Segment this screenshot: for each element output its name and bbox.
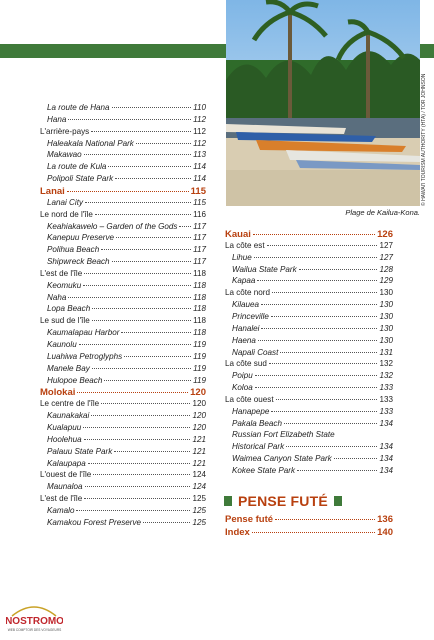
toc-entry-page: 130 (379, 311, 393, 321)
toc-entry (232, 253, 393, 265)
toc-entry-label: Hanalei (232, 323, 260, 333)
toc-entry-label: Kokee State Park (232, 466, 295, 475)
dot-leader (258, 340, 378, 341)
toc-entry-label: La route de Hana (47, 103, 110, 112)
toc-entry-label: Le sud de l'île (40, 316, 90, 326)
dot-leader (261, 304, 377, 305)
toc-entry-label: Kapaa (232, 276, 256, 286)
dot-leader (115, 178, 191, 179)
dot-leader (76, 510, 190, 511)
dot-leader (88, 463, 191, 464)
toc-entry-page: 130 (379, 300, 393, 310)
toc-entry-label: L'est de l'île (40, 494, 83, 504)
toc-entry (47, 459, 206, 471)
dot-leader (280, 352, 377, 353)
toc-entry-label: Haena (232, 335, 256, 345)
dot-leader (79, 344, 191, 345)
toc-entry-page: 134 (379, 418, 393, 428)
dot-leader (68, 297, 191, 298)
toc-entry-page: 121 (192, 458, 206, 468)
dot-leader (84, 498, 190, 499)
toc-entry (232, 466, 393, 478)
toc-entry (47, 423, 206, 435)
dot-leader (267, 245, 378, 246)
toc-entry-label: Hulopoe Beach (47, 375, 103, 385)
toc-entry-label: Keahiakawelo – Garden of the Gods (47, 221, 178, 231)
toc-entry (47, 198, 206, 210)
toc-entry (40, 127, 206, 139)
toc-entry (47, 245, 206, 257)
dot-leader (112, 261, 192, 262)
toc-entry-label: Lopa Beach (47, 304, 91, 314)
dot-leader (124, 356, 191, 357)
toc-entry (47, 103, 206, 115)
toc-entry-page: 121 (192, 434, 206, 444)
dot-leader (261, 328, 377, 329)
dot-leader (284, 423, 378, 424)
dot-leader (252, 532, 375, 533)
dot-leader (101, 403, 190, 404)
toc-entry-page: 117 (193, 245, 206, 255)
toc-entry-label: Polipoli State Park (47, 174, 114, 184)
toc-entry (40, 269, 206, 281)
dot-leader (272, 292, 377, 293)
toc-entry (47, 411, 206, 423)
toc-entry (47, 518, 206, 530)
toc-entry-page: 132 (379, 359, 393, 369)
toc-entry-label: Kanepuu Preserve (47, 233, 115, 243)
toc-entry-page: 117 (193, 233, 206, 243)
dot-leader (275, 519, 375, 520)
toc-entry (47, 233, 206, 245)
toc-entry-page: 120 (192, 411, 206, 421)
toc-entry-page: 134 (379, 466, 393, 475)
dot-leader (121, 332, 191, 333)
toc-entry-label: La côte ouest (225, 394, 274, 404)
dot-leader (334, 458, 378, 459)
toc-entry (47, 364, 206, 376)
toc-entry-label: Le nord de l'île (40, 209, 93, 219)
toc-entry-page: 114 (193, 162, 206, 172)
toc-entry (47, 304, 206, 316)
toc-entry-page: 125 (192, 505, 206, 515)
dot-leader (136, 143, 191, 144)
beach-photo (226, 0, 420, 206)
toc-entry-label: Pakala Beach (232, 418, 282, 428)
toc-entry-label: La côte nord (225, 288, 270, 298)
toc-entry-label: Kaunolu (47, 340, 77, 349)
toc-entry (232, 276, 393, 288)
toc-entry-label: Hanapepe (232, 406, 270, 416)
toc-entry-page: 112 (193, 138, 206, 148)
header-band (0, 0, 226, 44)
toc-entry (225, 395, 393, 407)
toc-entry (47, 340, 206, 352)
toc-entry-page: 118 (193, 304, 206, 314)
dot-leader (91, 131, 191, 132)
toc-entry (47, 482, 206, 494)
dot-leader (257, 280, 377, 281)
toc-entry-label: La route de Kula (47, 162, 107, 172)
toc-entry-label: Napali Coast (232, 347, 279, 357)
dot-leader (84, 273, 191, 274)
dot-leader (84, 439, 191, 440)
toc-entry (232, 442, 393, 454)
toc-entry-page: 136 (377, 514, 393, 525)
dot-leader (91, 415, 190, 416)
dot-leader (85, 202, 191, 203)
toc-entry-label: Lanai (40, 185, 65, 197)
toc-entry-page: 113 (193, 150, 206, 160)
dot-leader (92, 320, 191, 321)
toc-entry-page: 128 (379, 264, 393, 274)
green-square-icon (334, 496, 342, 506)
toc-entry (232, 336, 393, 348)
toc-entry-page: 112 (193, 114, 206, 124)
dot-leader (271, 316, 378, 317)
toc-entry-label: L'arrière-pays (40, 126, 90, 136)
dot-leader (77, 392, 188, 393)
toc-entry-label: L'ouest de l'île (40, 470, 92, 480)
toc-entry-page: 114 (193, 174, 206, 184)
toc-entry-page: 134 (379, 442, 393, 452)
toc-entry-page: 127 (379, 252, 393, 262)
dot-leader (108, 166, 191, 167)
toc-entry (47, 162, 206, 174)
toc-entry (47, 174, 206, 186)
toc-entry (47, 447, 206, 459)
toc-entry-page: 121 (192, 446, 206, 456)
dot-leader (93, 474, 190, 475)
toc-entry-label: Hana (47, 114, 67, 124)
dot-leader (101, 249, 191, 250)
toc-entry-page: 119 (193, 375, 206, 385)
dot-leader (271, 411, 377, 412)
toc-entry-page: 133 (379, 394, 393, 404)
toc-entry (40, 316, 206, 328)
toc-entry-label: Le centre de l'île (40, 399, 100, 409)
toc-entry (232, 265, 393, 277)
dot-leader (179, 226, 191, 227)
toc-entry-label: Haleakala National Park (47, 138, 134, 148)
toc-entry-label: Wailua State Park (232, 264, 297, 274)
toc-entry-page: 118 (193, 316, 206, 326)
toc-entry-page: 130 (379, 335, 393, 345)
toc-entry-page: 124 (192, 482, 206, 492)
svg-text:WEB COMPTOIR DES VOYAGEURS: WEB COMPTOIR DES VOYAGEURS (7, 628, 62, 632)
toc-entry-label: Koloa (232, 383, 253, 393)
toc-entry (232, 324, 393, 336)
dot-leader (83, 427, 190, 428)
toc-entry-page: 119 (193, 351, 206, 361)
dot-leader (92, 368, 191, 369)
toc-entry (232, 419, 393, 431)
toc-entry-label: Luahiwa Petroglyphs (47, 351, 123, 361)
toc-entry (232, 348, 393, 360)
dot-leader (92, 308, 191, 309)
dot-leader (253, 234, 375, 235)
toc-entry-page: 131 (379, 347, 393, 357)
toc-entry-page: 118 (193, 328, 206, 338)
toc-entry (47, 435, 206, 447)
toc-entry-page: 120 (190, 387, 206, 399)
toc-entry-page: 120 (192, 399, 206, 409)
toc-entry-page: 118 (193, 268, 206, 278)
toc-entry-page: 117 (193, 221, 206, 231)
toc-entry (40, 494, 206, 506)
toc-entry (232, 430, 393, 442)
toc-entry-page: 130 (379, 323, 393, 333)
toc-entry-label: La côte sud (225, 359, 267, 369)
dot-leader (299, 269, 378, 270)
toc-entry (40, 399, 206, 411)
toc-entry-page: 118 (193, 280, 206, 290)
toc-entry (232, 312, 393, 324)
toc-entry-label: Index (225, 527, 250, 538)
toc-entry (232, 454, 393, 466)
toc-entry-page: 117 (193, 257, 206, 267)
toc-entry-page: 119 (193, 363, 206, 373)
toc-entry-label: Kilauea (232, 300, 260, 310)
toc-entry-label: Princeville (232, 311, 269, 321)
pense-fute-title: PENSE FUTÉ (238, 493, 328, 509)
toc-entry-page: 115 (193, 197, 206, 207)
svg-text:NOSTROMO: NOSTROMO (6, 616, 63, 627)
toc-entry-page: 110 (193, 103, 206, 112)
dot-leader (116, 237, 191, 238)
toc-entry (40, 210, 206, 222)
dot-leader (269, 363, 378, 364)
toc-section-entry (225, 527, 393, 539)
toc-entry-page: 134 (379, 454, 393, 464)
dot-leader (112, 107, 192, 108)
toc-entry-label: La côte est (225, 240, 265, 250)
dot-leader (276, 399, 378, 400)
dot-leader (104, 380, 191, 381)
green-square-icon (224, 496, 232, 506)
toc-entry-label: Kaumalapau Harbor (47, 328, 120, 338)
nostromo-logo (6, 600, 63, 635)
toc-entry-label: Russian Fort Elizabeth State (232, 430, 335, 440)
dot-leader (255, 375, 378, 376)
toc-entry-label: L'est de l'île (40, 268, 83, 278)
toc-entry-label: Kualapuu (47, 422, 82, 432)
toc-entry-label: Manele Bay (47, 363, 90, 373)
toc-entry-page: 112 (193, 126, 206, 136)
dot-leader (84, 154, 191, 155)
toc-entry-label: Hoolehua (47, 434, 82, 444)
toc-entry-page: 125 (192, 494, 206, 504)
toc-entry-label: Historical Park (232, 442, 285, 452)
dot-leader (68, 119, 191, 120)
toc-entry-page: 116 (193, 209, 206, 219)
toc-entry (47, 352, 206, 364)
toc-entry-label: Kamalo (47, 505, 75, 515)
dot-leader (254, 257, 378, 258)
toc-entry-label: Lanai City (47, 197, 83, 207)
toc-entry-page: 129 (379, 276, 393, 286)
toc-entry (47, 506, 206, 518)
toc-entry-page: 130 (379, 288, 393, 298)
toc-entry (232, 407, 393, 419)
toc-entry (232, 371, 393, 383)
toc-entry (225, 241, 393, 253)
toc-entry-page: 133 (379, 383, 393, 393)
toc-entry-label: Pense futé (225, 514, 274, 525)
toc-entry-label: Kauai (225, 229, 251, 240)
toc-entry (47, 281, 206, 293)
toc-entry-label: Kamakou Forest Preserve (47, 517, 142, 527)
toc-section-entry (40, 387, 206, 399)
dot-leader (83, 285, 191, 286)
toc-entry-page: 127 (379, 240, 393, 250)
dot-leader (85, 486, 191, 487)
toc-entry (232, 300, 393, 312)
toc-entry (47, 257, 206, 269)
photo-caption: Plage de Kailua-Kona. (345, 208, 420, 217)
toc-entry-label: Waimea Canyon State Park (232, 454, 332, 464)
toc-section-entry (225, 229, 393, 241)
toc-entry-label: Molokai (40, 387, 76, 399)
toc-entry (47, 376, 206, 388)
toc-section-entry (40, 186, 206, 198)
toc-entry-page: 132 (379, 371, 393, 381)
dot-leader (297, 470, 377, 471)
toc-entry (47, 293, 206, 305)
dot-leader (255, 387, 378, 388)
toc-entry-page: 140 (377, 527, 393, 538)
toc-entry-label: Naha (47, 292, 67, 302)
toc-entry-page: 126 (377, 229, 393, 240)
toc-entry-label: Maunaloa (47, 482, 83, 492)
pense-fute-heading (224, 491, 424, 511)
toc-entry-label: Polihua Beach (47, 245, 100, 255)
toc-entry (225, 359, 393, 371)
toc-entry (47, 150, 206, 162)
toc-entry (47, 222, 206, 234)
dot-leader (286, 446, 377, 447)
dot-leader (143, 522, 190, 523)
toc-entry (47, 139, 206, 151)
toc-entry-label: Lihue (232, 252, 252, 262)
toc-entry-page: 125 (192, 517, 206, 527)
dot-leader (95, 214, 191, 215)
toc-entry (40, 470, 206, 482)
toc-entry (47, 115, 206, 127)
dot-leader (67, 191, 189, 192)
dot-leader (114, 451, 190, 452)
toc-entry-page: 119 (193, 340, 206, 349)
toc-entry-label: Kaunakakai (47, 411, 90, 421)
toc-section-entry (225, 514, 393, 526)
toc-entry-label: Makawao (47, 150, 82, 160)
toc-entry-page: 118 (193, 292, 206, 302)
toc-entry-page: 124 (192, 470, 206, 480)
toc-entry-page: 120 (192, 422, 206, 432)
toc-entry (225, 288, 393, 300)
toc-entry (47, 328, 206, 340)
toc-entry (232, 383, 393, 395)
toc-entry-label: Keomuku (47, 280, 82, 290)
toc-entry-label: Shipwreck Beach (47, 257, 110, 267)
toc-entry-page: 115 (190, 185, 206, 197)
toc-entry-label: Kalaupapa (47, 458, 86, 468)
toc-entry-page: 133 (379, 406, 393, 416)
toc-entry-label: Palauu State Park (47, 446, 113, 456)
toc-entry-label: Poipu (232, 371, 253, 381)
